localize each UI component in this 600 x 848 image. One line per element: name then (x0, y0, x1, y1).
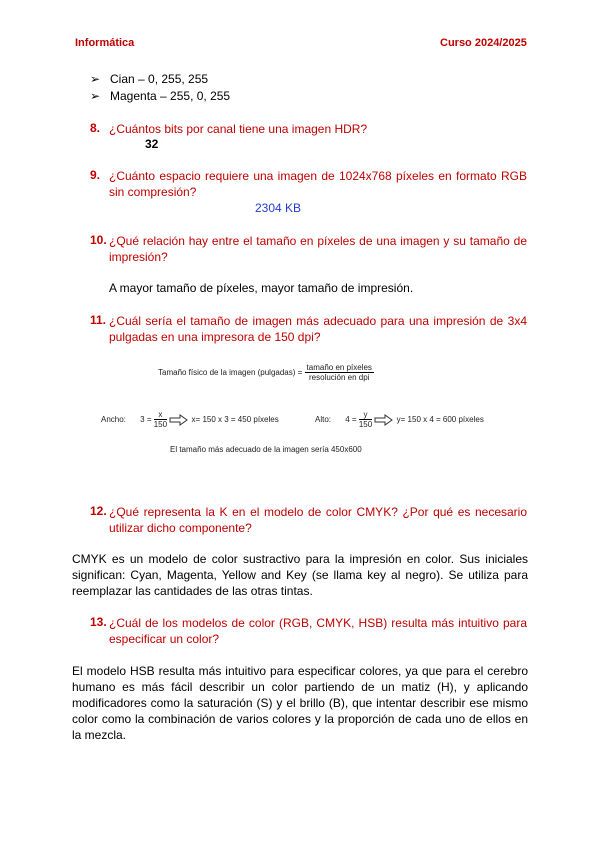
question-text: ¿Qué relación hay entre el tamaño en píxeles de una imagen y su tamaño de impresión? (109, 234, 527, 264)
question-text: ¿Cuánto espacio requiere una imagen de 1024x768 píxeles en formato RGB sin compresión? (109, 169, 527, 199)
bullet-magenta (90, 89, 230, 103)
ancho-numerator: x (154, 410, 167, 420)
formula-numerator: tamaño en píxeles (306, 363, 372, 372)
bullet-text: Magenta – 255, 0, 255 (110, 89, 231, 103)
formula-denominator: resolución en dpi (308, 373, 370, 382)
alto-label: Alto: (315, 415, 332, 424)
question-text: ¿Qué representa la K en el modelo de color CMYK? ¿Por qué es necesario utilizar dicho componente? (109, 505, 527, 535)
ancho-equation (101, 410, 279, 429)
arrow-right-icon (374, 414, 394, 426)
question-text: ¿Cuántos bits por canal tiene una imagen HDR? (109, 122, 368, 136)
ancho-label: Ancho: (101, 415, 126, 424)
alto-equation (315, 410, 484, 429)
question-number: 12. (90, 504, 107, 518)
question-text: ¿Cuál de los modelos de color (RGB, CMYK, HSB) resulta más intuitivo para especificar un color? (109, 616, 527, 646)
alto-numerator: y (359, 410, 372, 420)
answer-q12: CMYK es un modelo de color sustractivo para la impresión en color. Sus iniciales significan: Cyan, Magenta, Yellow and Key (se llama key al negro). Se utiliza para reemplazar las cantidades de las otras tintas. (72, 552, 528, 598)
answer-q10: A mayor tamaño de píxeles, mayor tamaño de impresión. (109, 281, 414, 295)
alto-fraction (359, 410, 372, 429)
alto-lhs: 4 = (345, 415, 357, 424)
formula-label: Tamaño físico de la imagen (pulgadas) = (158, 368, 303, 377)
ancho-lhs: 3 = (140, 415, 152, 424)
alto-denominator: 150 (358, 420, 373, 429)
ancho-result: x= 150 x 3 = 450 píxeles (191, 415, 279, 424)
answer-q13: El modelo HSB resulta más intuitivo para especificar colores, ya que para el cerebro humano es más fácil describir un color partiendo de un matiz (H), y aplicando modificadores como la saturación (S) y el brillo (B), que intentar describir ese mismo color como la combinación de varios colores y la proporción de cada uno de ellos en la mezcla. (72, 664, 528, 742)
question-number: 8. (90, 121, 101, 135)
answer-q8: 32 (145, 137, 159, 151)
arrow-bullet-icon: ➢ (90, 72, 101, 86)
question-number: 13. (90, 615, 107, 629)
question-text: ¿Cuál sería el tamaño de imagen más adecuado para una impresión de 3x4 pulgadas en una impresora de 150 dpi? (109, 314, 527, 344)
formula (158, 363, 374, 382)
bullet-text: Cian – 0, 255, 255 (110, 72, 209, 86)
arrow-bullet-icon: ➢ (90, 89, 101, 103)
header-course: Curso 2024/2025 (440, 37, 527, 49)
question-number: 10. (90, 233, 107, 247)
arrow-right-icon (169, 414, 189, 426)
answer-q9: 2304 KB (255, 201, 302, 215)
ancho-fraction (154, 410, 167, 429)
header-subject: Informática (75, 37, 135, 49)
alto-result: y= 150 x 4 = 600 píxeles (396, 415, 484, 424)
question-number: 9. (90, 168, 101, 182)
bullet-cian (90, 72, 208, 86)
ancho-denominator: 150 (153, 420, 168, 429)
formula-fraction (305, 363, 374, 382)
question-number: 11. (90, 313, 107, 327)
figure-conclusion: El tamaño más adecuado de la imagen sería 450x600 (170, 445, 362, 454)
